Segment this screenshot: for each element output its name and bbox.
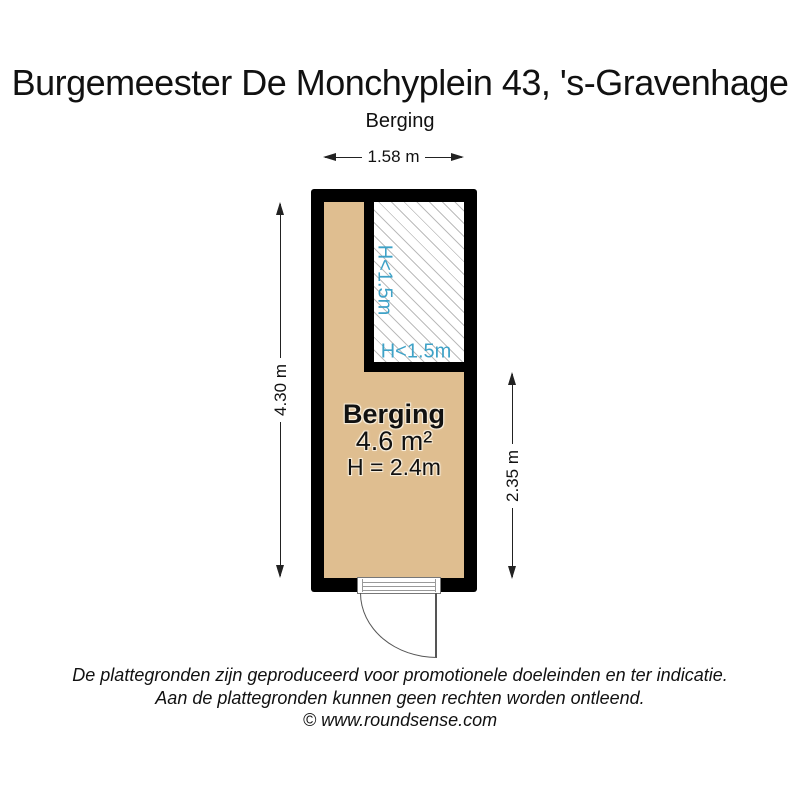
room-name: Berging xyxy=(342,399,446,429)
door-threshold xyxy=(357,577,441,594)
room-ceiling-height: H = 2.4m xyxy=(347,454,441,480)
room-area: 4.6 m² xyxy=(355,426,433,456)
dimension-right xyxy=(504,372,521,579)
low-headroom-label-horizontal: H<1.5m xyxy=(380,340,452,363)
page-title: Burgemeester De Monchyplein 43, 's-Gravenhage xyxy=(11,62,789,103)
arrow-up-icon xyxy=(276,202,284,215)
dimension-left-label: 4.30 m xyxy=(271,358,291,422)
door-threshold-lines xyxy=(362,579,436,592)
low-headroom-label-vertical: H<1.5m xyxy=(373,244,396,316)
disclaimer-line: Aan de plattegronden kunnen geen rechten worden ontleend. xyxy=(155,687,645,708)
door-panel xyxy=(435,593,437,657)
arrow-right-icon xyxy=(451,153,464,161)
copyright: © www.roundsense.com xyxy=(302,710,498,730)
dimension-top xyxy=(323,147,464,166)
arrow-down-icon xyxy=(508,566,516,579)
dimension-top-label: 1.58 m xyxy=(362,147,426,167)
room-label xyxy=(343,400,445,479)
arrow-left-icon xyxy=(323,153,336,161)
door-swing-arc xyxy=(360,593,437,658)
arrow-up-icon xyxy=(508,372,516,385)
dimension-left xyxy=(272,202,289,578)
arrow-down-icon xyxy=(276,565,284,578)
page-subtitle: Berging xyxy=(365,110,435,132)
disclaimer-line: De plattegronden zijn geproduceerd voor promotionele doeleinden en ter indicatie. xyxy=(72,665,728,685)
dimension-right-label: 2.35 m xyxy=(503,444,523,508)
disclaimer xyxy=(0,664,800,732)
